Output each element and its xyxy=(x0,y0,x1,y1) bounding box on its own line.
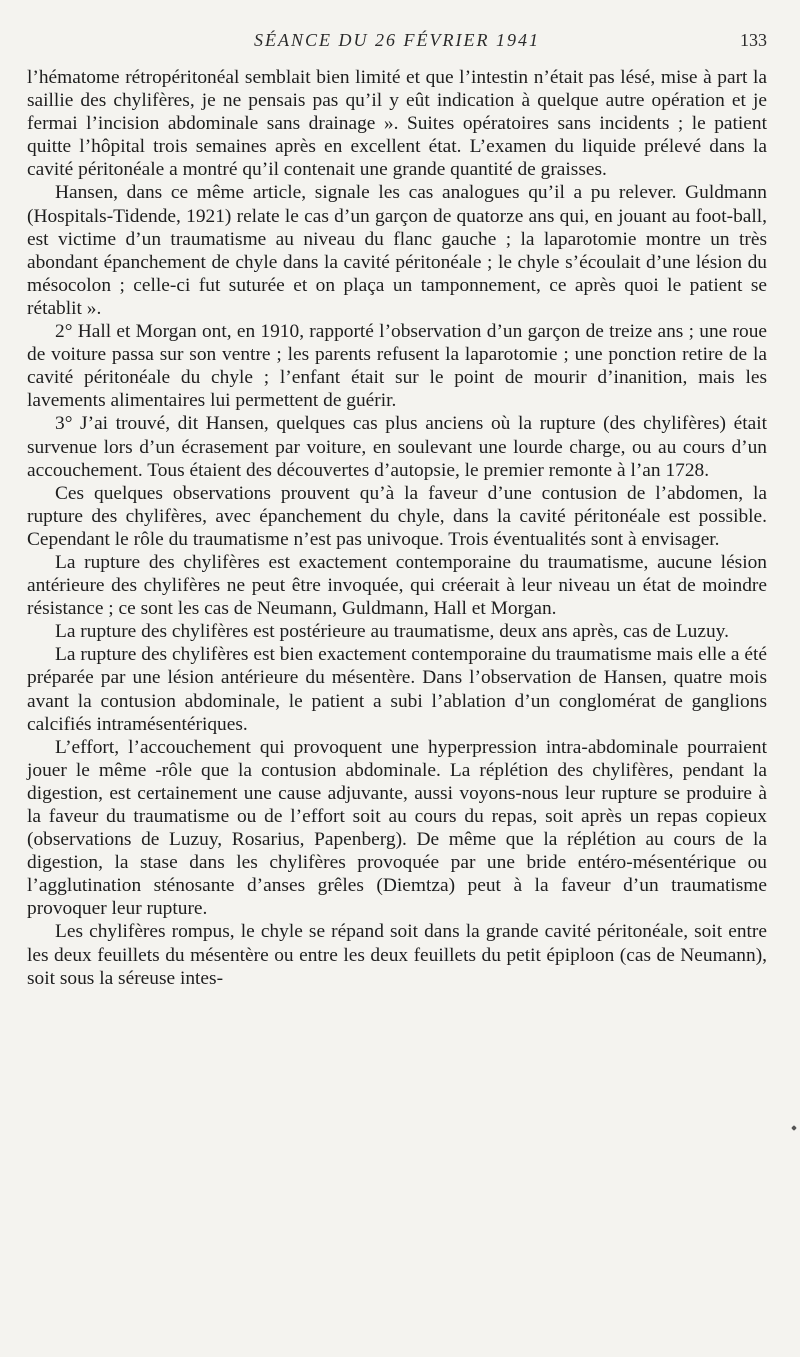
paragraph: La rupture des chylifères est postérieure au traumatisme, deux ans après, cas de Luzuy. xyxy=(55,621,729,643)
paragraph: La rupture des chylifères est exactement contemporaine du traumatisme, aucune lésion antérieure des chylifères ne peut être invoquée, qui créerait à leur niveau un état de moindre résistance ; ce sont les cas de Neumann, Guldmann, Hall et Morgan. xyxy=(27,551,767,620)
document-page xyxy=(27,30,767,990)
page-number: 133 xyxy=(740,30,767,50)
paragraph: Ces quelques observations prouvent qu’à la faveur d’une contusion de l’abdomen, la rupture des chylifères, avec épanchement du chyle, dans la cavité péritonéale est possible. Cependant le rôle du traumatisme n’est pas univoque. Trois éventualités sont à envisager. xyxy=(27,482,767,550)
paragraph-continued: l’hématome rétropéritonéal semblait bien limité et que l’intestin n’était pas lésé, mise à part la saillie des chylifères, je ne pensais pas qu’il y eût indication à quelque autre opération et je fermai l’incision abdominale sans drainage ». Suites opératoires sans incidents ; le patient quitte l’hôpital trois semaines après en excellent état. L’examen du liquide prélevé dans la cavité péritonéale a montré qu’il contenait une grande quantité de graisses. xyxy=(27,67,767,181)
paragraph: L’effort, l’accouchement qui provoquent une hyperpression intra-abdominale pourraient jouer le même -rôle que la contusion abdominale. La réplétion des chylifères, pendant la digestion, est certainement une cause adjuvante, aussi voyons-nous leur rupture se produire à la faveur du traumatisme ou de l’effort soit au cours du repas, soit après un repas copieux (observations de Luzuy, Rosarius, Papenberg). De même que la réplétion au cours de la digestion, la stase dans les chylifères provoquée par une bride entéro-mésentérique ou l’agglutination sténosante d’anses grêles (Diemtza) peut à la faveur d’un traumatisme provoquer leur rupture. xyxy=(27,736,767,920)
margin-speck xyxy=(791,1125,797,1131)
running-header xyxy=(27,30,767,66)
paragraph: 3° J’ai trouvé, dit Hansen, quelques cas plus anciens où la rupture (des chylifères) était survenue lors d’un écrasement par voiture, en soulevant une lourde charge, ou au cours d’un accouchement. Tous étaient des découvertes d’autopsie, le premier remonte à l’an 1728. xyxy=(27,413,767,481)
body-text xyxy=(27,66,767,990)
paragraph: La rupture des chylifères est bien exactement contemporaine du traumatisme mais elle a été préparée par une lésion antérieure du mésentère. Dans l’observation de Hansen, quatre mois avant la contusion abdominale, le patient a subi l’ablation d’un conglomérat de ganglions calcifiés intramésentériques. xyxy=(27,644,767,735)
running-title: SÉANCE DU 26 FÉVRIER 1941 xyxy=(254,30,540,50)
paragraph: 2° Hall et Morgan ont, en 1910, rapporté l’observation d’un garçon de treize ans ; une roue de voiture passa sur son ventre ; les parents refusent la laparotomie ; une ponction retire de la cavité péritonéale du chyle ; l’enfant était sur le point de mourir d’inanition, mais les lavements alimentaires lui permettent de guérir. xyxy=(27,321,767,412)
paragraph: Hansen, dans ce même article, signale les cas analogues qu’il a pu relever. Guldmann (Hospitals-Tidende, 1921) relate le cas d’un garçon de quatorze ans qui, en jouant au foot-ball, est victime d’un traumatisme au niveau du flanc gauche ; la laparotomie montre un très abondant épanchement de chyle dans la cavité péritonéale ; le chyle s’écoulait d’une lésion du mésocolon ; celle-ci fut suturée et on plaça un tamponnement, ce après quoi le patient se rétablit ». xyxy=(27,182,767,319)
paragraph: Les chylifères rompus, le chyle se répand soit dans la grande cavité péritonéale, soit entre les deux feuillets du mésentère ou entre les deux feuillets du petit épiploon (cas de Neumann), soit sous la séreuse intes- xyxy=(27,921,767,989)
